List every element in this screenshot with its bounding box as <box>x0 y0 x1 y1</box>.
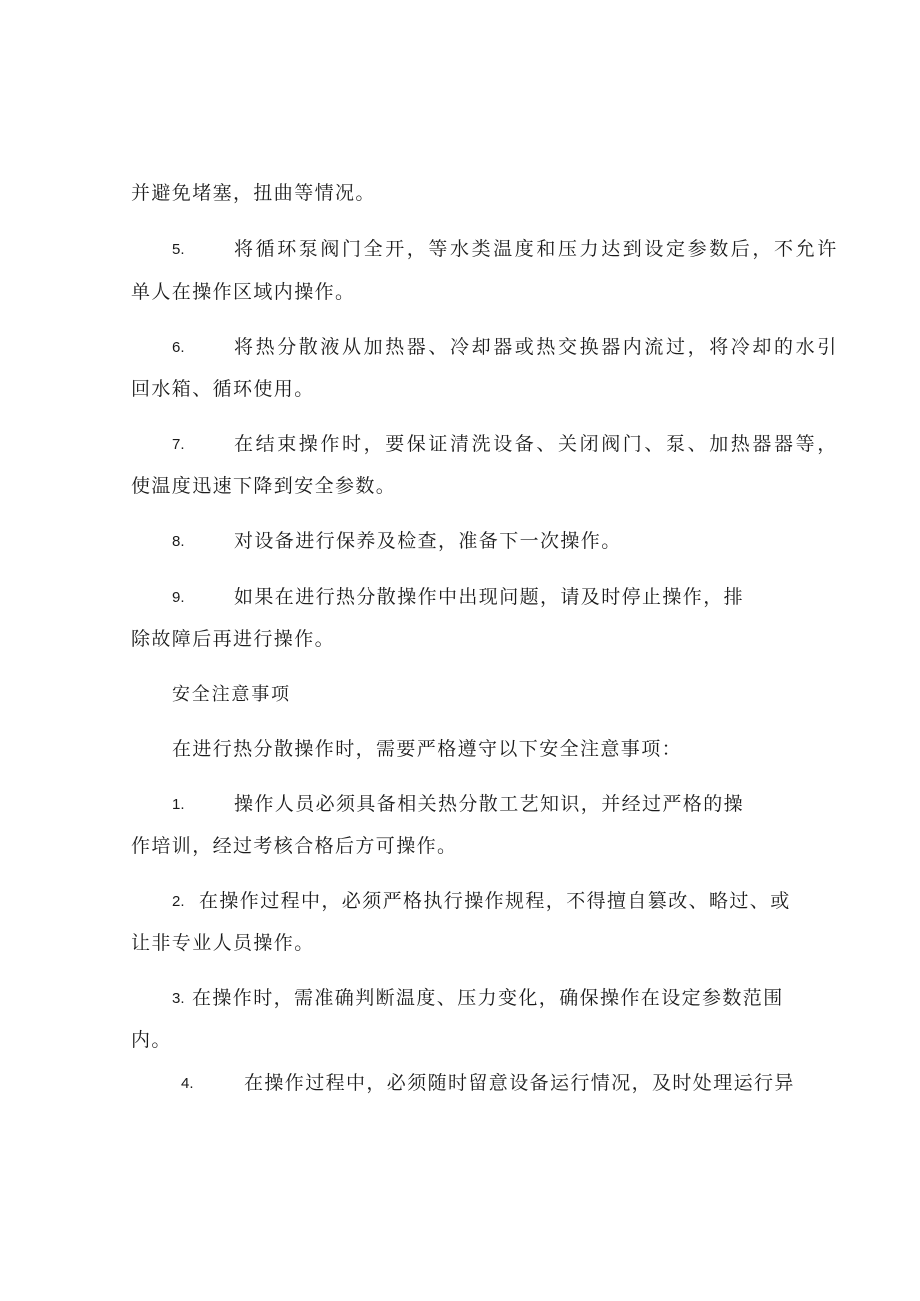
step-number: 9. <box>172 589 185 606</box>
step-text-continued: 回水箱、循环使用。 <box>131 378 315 400</box>
continuation-text: 并避免堵塞，扭曲等情况。 <box>131 182 376 204</box>
safety-item-number: 2. <box>172 893 185 910</box>
step-text: 如果在进行热分散操作中出现问题，请及时停止操作，排 <box>234 586 745 608</box>
safety-item-text: 在操作时，需准确判断温度、压力变化，确保操作在设定参数范围 <box>192 987 784 1009</box>
step-number: 6. <box>172 339 185 356</box>
section-intro: 在进行热分散操作时，需要严格遵守以下安全注意事项： <box>172 738 683 760</box>
safety-item-text: 在操作过程中，必须随时留意设备运行情况，及时处理运行异 <box>244 1072 795 1094</box>
safety-item-text: 在操作过程中，必须严格执行操作规程，不得擅自篡改、略过、或 <box>199 890 791 912</box>
step-text: 将热分散液从加热器、冷却器或热交换器内流过，将冷却的水引 <box>234 336 839 358</box>
safety-item-number: 3. <box>172 990 185 1007</box>
section-heading: 安全注意事项 <box>172 684 291 705</box>
step-text: 在结束操作时，要保证清洗设备、关闭阀门、泵、加热器器等， <box>234 433 839 455</box>
step-text: 将循环泵阀门全开，等水类温度和压力达到设定参数后，不允许 <box>234 238 839 260</box>
step-number: 8. <box>172 533 185 550</box>
safety-item-text-continued: 让非专业人员操作。 <box>131 932 315 954</box>
step-number: 5. <box>172 241 185 258</box>
safety-item-text-continued: 内。 <box>131 1029 172 1051</box>
safety-item-text-continued: 作培训，经过考核合格后方可操作。 <box>131 835 458 857</box>
step-text-continued: 除故障后再进行操作。 <box>131 628 336 650</box>
safety-item-number: 1. <box>172 796 185 813</box>
step-text: 对设备进行保养及检查，准备下一次操作。 <box>234 530 622 552</box>
safety-item-number: 4. <box>181 1075 194 1092</box>
step-number: 7. <box>172 436 185 453</box>
step-text-continued: 使温度迅速下降到安全参数。 <box>131 475 397 497</box>
step-text-continued: 单人在操作区域内操作。 <box>131 281 356 303</box>
safety-item-text: 操作人员必须具备相关热分散工艺知识，并经过严格的操 <box>234 793 745 815</box>
